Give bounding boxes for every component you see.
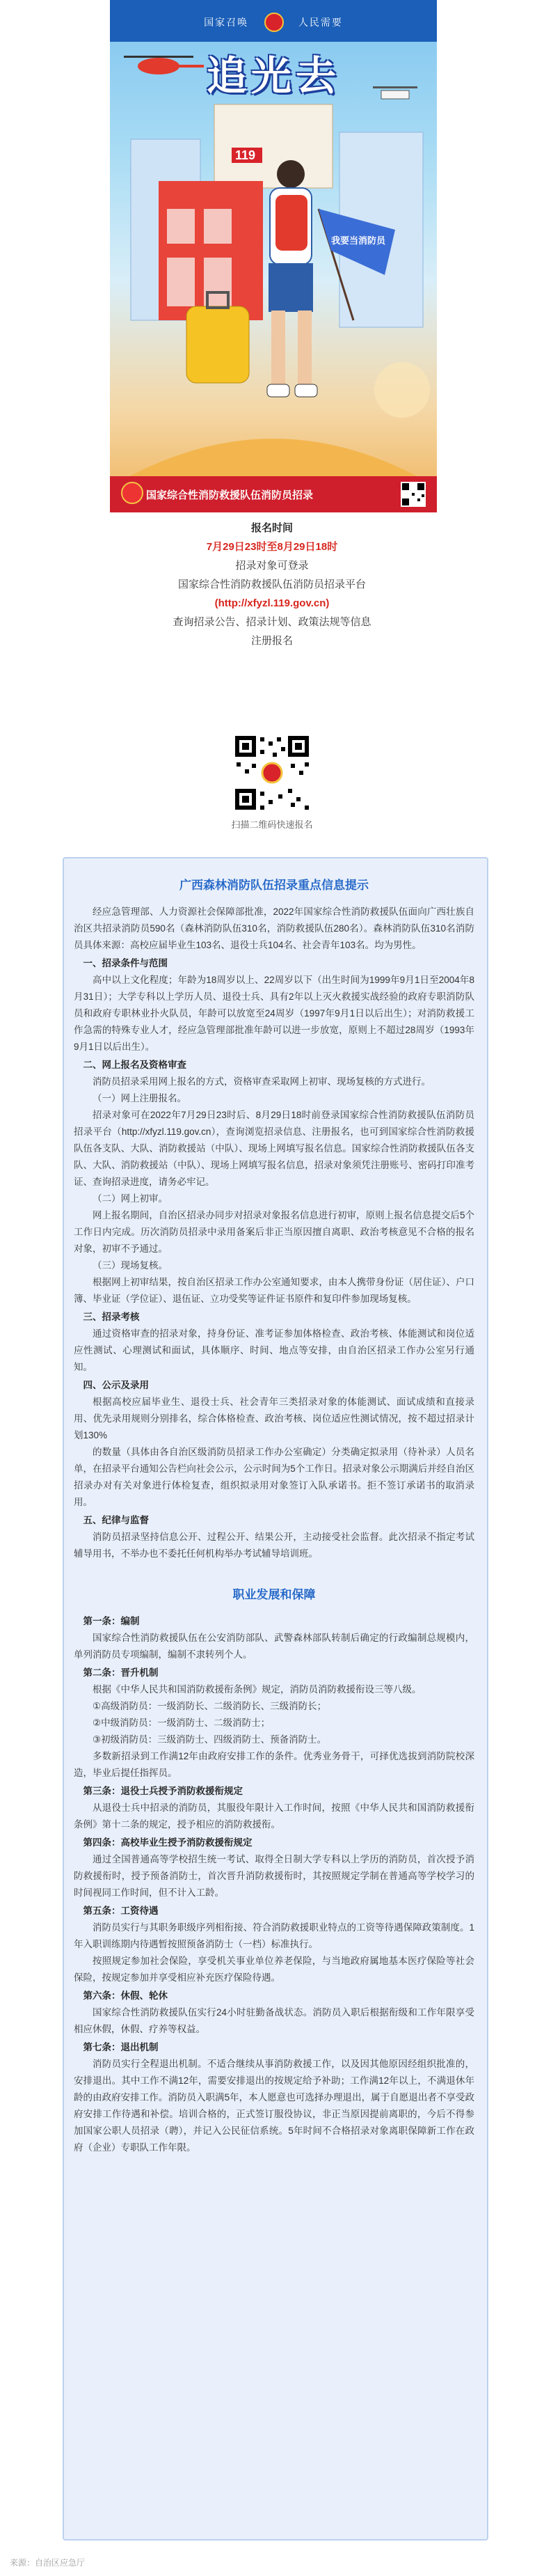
section-paragraph: 消防员招录坚持信息公开、过程公开、结果公开，主动接受社会监督。此次招录不指定考试辅导用书，不举办也不委托任何机构举办考试辅导培训班。 [74, 1532, 474, 1559]
section-paragraph: 通过资格审查的招录对象，持身份证、准考证参加体格检查、政治考核、体能测试和岗位适应性测试、心理测试和面试，具体顺序、时间、地点等安排，由自治区招录工作办公室另行通知。 [74, 1328, 474, 1372]
qr-caption: 扫描二维码快速报名 [231, 819, 313, 830]
poster-title: 追光去 [206, 52, 340, 100]
runner-figure [267, 160, 317, 397]
section-heading: 三、招录考核 [83, 1312, 140, 1322]
section-paragraph: 高中以上文化程度；年龄为18周岁以上、22周岁以下（出生时间为1999年9月1日至2004年8月31日）；大学专科以上学历人员、退役士兵、具有2年以上灭火救援实战经验的政府专职消防队员和政府专职林业扑火队员，年龄可以放宽至24周岁（1997年9月1日以后出生）；对消防救援工作急需的特殊专业人才，经应急管理部批准年龄可以进一步放宽，原则上不超过28周岁（1993年9月1日以后出生）。 [74, 975, 474, 1052]
article-paragraph: 国家综合性消防救援队伍实行24小时驻勤备战状态。消防员入职后根据衔级和工作年限享受相应休假，休假、疗养等权益。 [74, 2007, 474, 2034]
section-paragraph: 消防员招录采用网上报名的方式，资格审查采取网上初审、现场复核的方式进行。 [93, 1076, 431, 1087]
article-paragraph: 通过全国普通高等学校招生统一考试、取得全日制大学专科以上学历的消防员，首次授予消防救援衔时，授予预备消防士，首次晋升消防救援衔时，其按照规定学制在普通高等学校学习的时间视同工作时间，但不计入工龄。 [74, 1854, 474, 1898]
info-card [63, 857, 488, 2540]
section-paragraph: 的数量（具体由各自治区级消防员招录工作办公室确定）分类确定拟录用（待补录）人员名单，在招录平台通知公告栏向社会公示，公示时间为5个工作日。招录对象公示期满后并经自治区招录办对有关对象进行体检复查，组织拟录用对象签订入队承诺书。拒不签订承诺书的取消录用。 [74, 1447, 474, 1507]
flag-text: 我要当消防员 [331, 235, 386, 246]
section-heading: 一、招录条件与范围 [83, 958, 168, 968]
login-line: 招录对象可登录 [235, 560, 309, 572]
section-paragraph: 根据高校应届毕业生、退役士兵、社会青年三类招录对象的体能测试、面试成绩和直接录用、优先录用规则分别排名，综合体格检查、政治考核、岗位适应性测试情况，按不超过招录计划130% [74, 1397, 474, 1440]
article-heading: 第七条：退出机制 [83, 2042, 159, 2052]
article-paragraph: 按照规定参加社会保险，享受机关事业单位养老保险，与当地政府属地基本医疗保险等社会保险，按规定参加并享受相应补充医疗保险待遇。 [74, 1956, 474, 1983]
time-range: 7月29日23时至8月29日18时 [206, 541, 338, 553]
article-heading: 第三条：退役士兵授予消防救援衔规定 [83, 1786, 243, 1796]
time-heading: 报名时间 [250, 522, 293, 534]
article-heading: 第一条：编制 [83, 1616, 140, 1626]
recruit-poster [110, 0, 437, 512]
fire-emblem-small-icon [121, 482, 143, 504]
rank-item: ②中级消防员：一级消防士、二级消防士； [93, 1718, 271, 1728]
article-heading: 第六条：休假、轮休 [83, 1990, 168, 2001]
poster-slogan-right: 人民需要 [298, 17, 343, 28]
card-title-recruit: 广西森林消防队伍招录重点信息提示 [179, 879, 369, 892]
article-heading: 第四条：高校毕业生授予消防救援衔规定 [83, 1837, 253, 1848]
article-paragraph: 多数新招录到工作满12年由政府安排工作的条件。优秀业务骨干，可择优选拔到消防院校深造，毕业后提任指挥员。 [74, 1751, 474, 1778]
subsection-heading: （二）网上初审。 [93, 1193, 168, 1204]
rank-item: ③初级消防员：三级消防士、四级消防士、预备消防士。 [93, 1734, 327, 1745]
rank-item: ①高级消防员：一级消防长、二级消防长、三级消防长； [93, 1701, 327, 1711]
section-heading: 五、纪律与监督 [83, 1515, 149, 1525]
article-paragraph: 消防员实行全程退出机制。不适合继续从事消防救援工作，以及因其他原因经组织批准的，安排退出。其中工作不满12年，需要安排退出的按规定给予补助；工作满12年以上，不满退休年龄的由政府安排工作。消防员入职满5年，本人愿意也可选择办理退出，属于自愿退出者不享受政府安排工作待遇和补偿。培训合格的，正式签订服役协议，非正当原因提前离职的，今后不得参加国家公职人员招录（聘），并记入公民征信系统。5年时间不合格招录对象离职保障新工作在政府（企业）专职队工作年限。 [74, 2059, 474, 2153]
query-line: 查询招录公告、招录计划、政策法规等信息 [173, 616, 371, 628]
qr-code-small-icon [401, 482, 426, 507]
subsection-heading: （一）网上注册报名。 [93, 1093, 186, 1104]
section-heading: 二、网上报名及资格审查 [83, 1060, 186, 1070]
article-heading: 第五条：工资待遇 [83, 1906, 159, 1916]
section-paragraph: 招录对象可在2022年7月29日23时后、8月29日18时前登录国家综合性消防救援队伍消防员招录平台（http://xfyzl.119.gov.cn），查询浏览招录信息、注册报名，也可到国家综合性消防救援队伍各支队、大队、消防救援站（中队）、现场上网填写报名信息。国家综合性消防救援队伍各支队、大队、消防救援站（中队）、现场上网填写报名信息，招录对象须凭注册账号、密码打印准考证、查询招录进度，请务必牢记。 [74, 1110, 474, 1187]
card-title-career: 职业发展和保障 [232, 1588, 316, 1601]
building-number-label: 119 [235, 148, 256, 162]
source-note: 来源：自治区应急厅 [10, 2558, 86, 2568]
article-paragraph: 从退役士兵中招录的消防员，其服役年限计入工作时间，按照《中华人民共和国消防救援衔条例》第十二条的规定，授予相应的消防救援衔。 [74, 1803, 474, 1830]
section-paragraph: 根据网上初审结果，按自治区招录工作办公室通知要求，由本人携带身份证（居住证）、户口簿、毕业证（学位证）、退伍证、立功受奖等证件证书原件和复印件参加现场复核。 [74, 1277, 474, 1304]
platform-line: 国家综合性消防救援队伍消防员招录平台 [177, 579, 366, 590]
section-paragraph: 网上报名期间，自治区招录办同步对招录对象报名信息进行初审，原则上报名信息提交后5个工作日内完成。历次消防员招录中录用备案后非正当原因擅自离职、政治考核意见不合格的报名对象，初审不予通过。 [74, 1210, 474, 1254]
register-line: 注册报名 [250, 635, 293, 647]
article-heading: 第二条：晋升机制 [83, 1667, 159, 1678]
poster-bottom-text: 国家综合性消防救援队伍消防员招录 [146, 489, 314, 501]
poster-slogan-left: 国家召唤 [204, 17, 249, 28]
registration-info [0, 519, 544, 650]
registration-qr-code-icon[interactable] [232, 733, 312, 812]
article-paragraph: 根据《中华人民共和国消防救援衔条例》规定，消防员消防救援衔设三等八级。 [93, 1684, 422, 1695]
section-heading: 四、公示及录用 [83, 1380, 149, 1390]
intro-paragraph: 经应急管理部、人力资源社会保障部批准，2022年国家综合性消防救援队伍面向广西壮族自治区共招录消防员590名（森林消防队伍310名，消防救援队伍280名）。森林消防队伍310名消防员具体来源：高校应届毕业生103名、退役士兵104名、社会青年103名。均为男性。 [74, 906, 474, 950]
platform-url-link[interactable]: (http://xfyzl.119.gov.cn) [214, 597, 330, 609]
subsection-heading: （三）现场复核。 [93, 1260, 168, 1271]
article-paragraph: 消防员实行与其职务职级序列相衔接、符合消防救援职业特点的工资等待遇保障政策制度。1年入职训练期内待遇暂按照预备消防士（一档）标准执行。 [74, 1922, 474, 1949]
article-paragraph: 国家综合性消防救援队伍在公安消防部队、武警森林部队转制后确定的行政编制总规模内，单列消防员专项编制，编制不隶转列个人。 [74, 1633, 474, 1660]
